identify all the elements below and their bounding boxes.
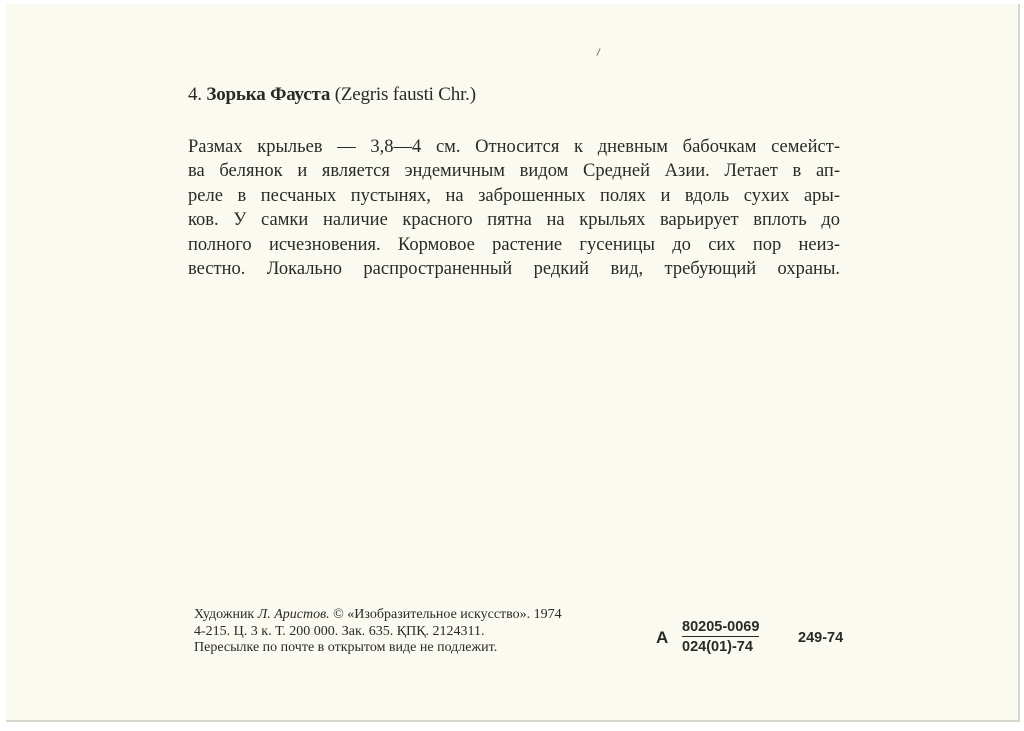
artist-credit (194, 607, 562, 624)
index-denominator: 024(01)-74 (682, 639, 753, 655)
description-line: Размах крыльев — 3,8—4 см. Относится к дневным бабочкам семейст- (188, 137, 840, 157)
postal-note: Пересылке по почте в открытом виде не подлежит. (194, 640, 498, 655)
artist-label: Художник (194, 607, 255, 622)
species-number: 4. (188, 84, 202, 105)
description-line: полного исчезновения. Кормовое растение гусеницы до сих пор неиз- (188, 234, 840, 255)
index-letter: А (656, 628, 669, 647)
scan-mark (596, 48, 600, 56)
catalog-code: 249-74 (798, 630, 844, 646)
publisher: © «Изобразительное искусство». 1974 (333, 607, 562, 622)
artist-name: Л. Аристов. (257, 607, 330, 622)
description-line: реле в песчаных пустынях, на заброшенных полях и вдоль сухих ары- (188, 185, 840, 206)
imprint (194, 607, 562, 657)
species-heading (188, 84, 476, 106)
species-name: Зорька Фауста (206, 84, 331, 105)
species-latin-name: (Zegris fausti Chr.) (334, 84, 476, 105)
species-description (188, 135, 840, 281)
index-numerator: 80205-0069 (682, 619, 760, 635)
description-line: вестно. Локально распространенный редкий вид, требующий охраны. (188, 258, 840, 279)
index-fraction (682, 619, 759, 655)
print-info: 4-215. Ц. 3 к. Т. 200 000. Зак. 635. ҚПҚ. 2124311. (194, 623, 485, 639)
description-line: ков. У самки наличие красного пятна на крыльях варьирует вплоть до (188, 210, 840, 231)
postcard-back (6, 4, 1020, 722)
description-line: ва белянок и является эндемичным видом Средней Азии. Летает в ап- (188, 161, 840, 182)
